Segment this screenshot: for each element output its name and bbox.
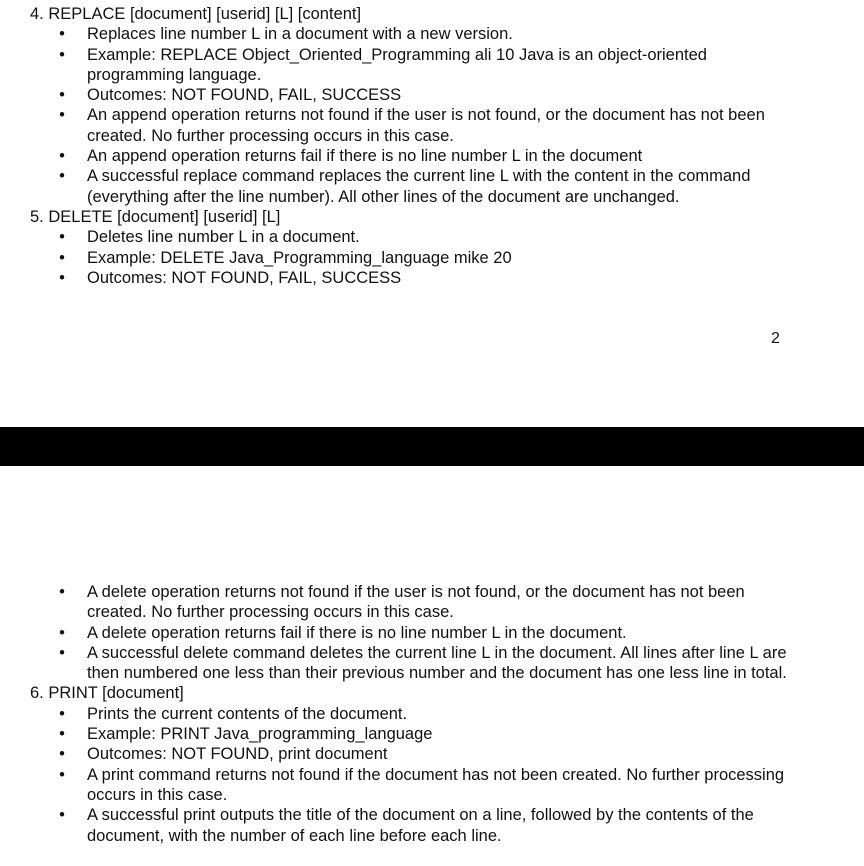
list-item [0,166,787,207]
list-item-text: A print command returns not found if the document has not been created. No further processing occurs in this case. [87,765,785,804]
list-item [0,45,787,86]
bullet-icon: • [59,725,65,744]
bullet-icon: • [59,106,65,125]
bullet-icon: • [59,704,65,723]
page-number: 2 [771,330,780,347]
list-item-text: An append operation returns not found if the user is not found, or the document has not been created. No further processing occurs in this case. [87,106,765,145]
list-item-text: Outcomes: NOT FOUND, FAIL, SUCCESS [87,268,402,287]
print-command-bullets [0,704,864,846]
bullet-icon: • [59,765,65,784]
list-item [0,268,787,288]
list-item [0,248,787,268]
list-item-text: Deletes line number L in a document. [87,228,360,247]
list-item [0,765,787,806]
list-item-text: Outcomes: NOT FOUND, print document [87,745,388,764]
list-item-text: A successful print outputs the title of the document on a line, followed by the contents of the document, with the number of each line before each line. [87,806,754,845]
replace-command-bullets [0,24,864,207]
list-item [0,24,787,44]
list-item [0,105,787,146]
list-item [0,623,787,643]
list-item [0,85,787,105]
list-item-text: Example: DELETE Java_Programming_language mike 20 [87,248,512,267]
bullet-icon: • [59,248,65,267]
list-item [0,724,787,744]
list-item-text: Example: REPLACE Object_Oriented_Programming ali 10 Java is an object-oriented programming language. [87,45,707,84]
list-item-text: A delete operation returns not found if the user is not found, or the document has not been created. No further processing occurs in this case. [87,583,745,622]
bullet-icon: • [59,643,65,662]
list-item-text: A successful delete command deletes the current line L in the document. All lines after line L are then numbered one less than their previous number and the document has one less line in total. [87,643,787,683]
page-bottom-section [0,582,864,846]
print-command-heading: 6. PRINT [document] [30,684,184,703]
delete-continued-bullets [0,582,864,683]
list-item [0,582,787,623]
replace-command-heading: 4. REPLACE [document] [userid] [L] [content] [30,5,362,23]
list-item-text: Example: PRINT Java_programming_language [87,725,433,744]
bullet-icon: • [59,167,65,186]
bullet-icon: • [59,228,65,247]
list-item-text: An append operation returns fail if there is no line number L in the document [87,147,643,166]
bullet-icon: • [59,806,65,825]
list-item-text: Outcomes: NOT FOUND, FAIL, SUCCESS [87,86,402,105]
list-item-text: Prints the current contents of the document. [87,704,408,723]
bullet-icon: • [59,623,65,642]
page-break-band [0,427,864,466]
bullet-icon: • [59,147,65,166]
list-item-text: A delete operation returns fail if there is no line number L in the document. [87,623,627,642]
delete-command-bullets [0,227,864,288]
list-item-text: Replaces line number L in a document with a new version. [87,25,513,44]
list-item [0,805,787,846]
list-item [0,643,787,684]
list-item [0,227,787,247]
bullet-icon: • [59,25,65,44]
bullet-icon: • [59,745,65,764]
bullet-icon: • [59,268,65,287]
list-item [0,704,787,724]
list-item [0,744,787,764]
bullet-icon: • [59,583,65,601]
page-top-section [0,4,864,288]
list-item-text: A successful replace command replaces the current line L with the content in the command (everything after the line number). All other lines of the document are unchanged. [87,167,751,206]
list-item [0,146,787,166]
bullet-icon: • [59,86,65,105]
delete-command-heading: 5. DELETE [document] [userid] [L] [30,207,281,226]
bullet-icon: • [59,45,65,64]
